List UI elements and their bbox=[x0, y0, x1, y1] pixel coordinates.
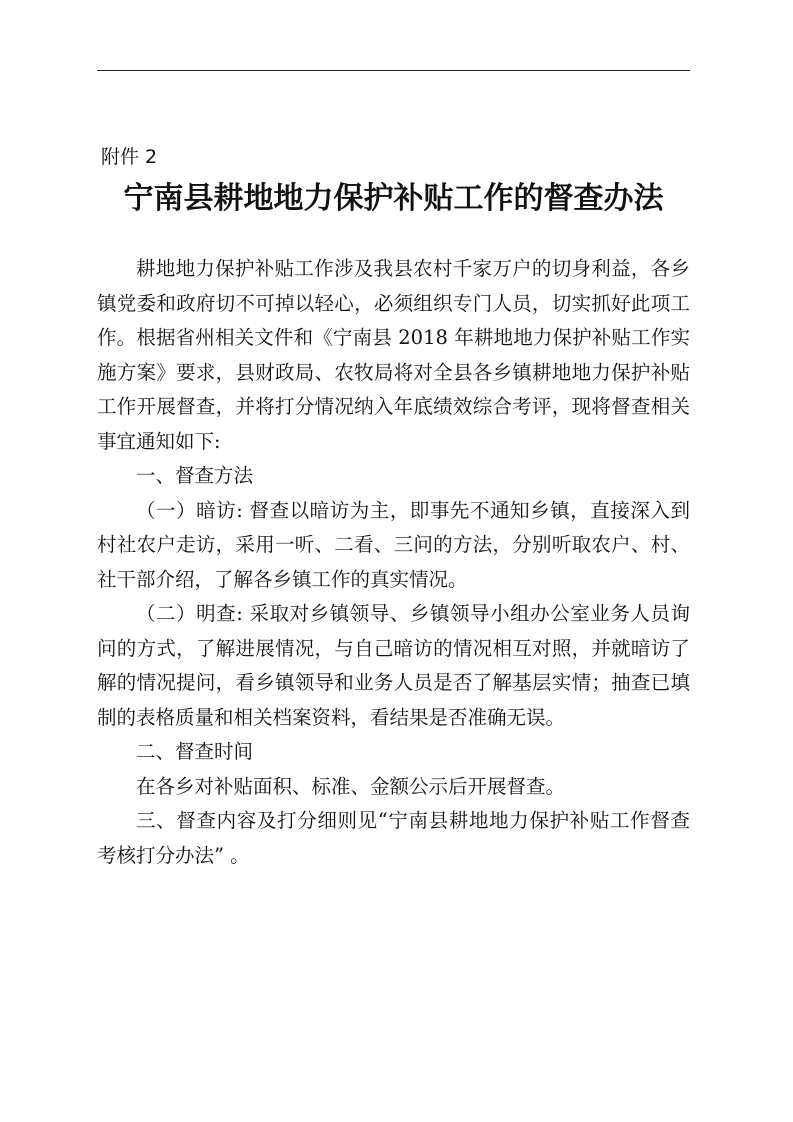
document-title: 宁南县耕地地力保护补贴工作的督查办法 bbox=[123, 181, 664, 216]
section-heading-time: 二、督查时间 bbox=[136, 740, 254, 763]
paragraph-content-scoring: 三、督查内容及打分细则见“宁南县耕地地力保护补贴工作督查考核打分办法” 。 bbox=[97, 809, 690, 867]
paragraph-open-inspection: （二）明查: 采取对乡镇领导、乡镇领导小组办公室业务人员询问的方式，了解进展情况，与自己暗访的情况相互对照，并就暗访了解的情况提问，看乡镇领导和业务人员是否了解基层实情；抽查已填制的表格质量和相关档案资料，看结果是否准确无误。 bbox=[97, 602, 690, 729]
header-rule bbox=[97, 70, 690, 71]
attachment-label: 附件 2 bbox=[101, 146, 158, 168]
document-body bbox=[97, 252, 690, 873]
section-heading-method: 一、督查方法 bbox=[136, 464, 254, 487]
paragraph-covert-visit: （一）暗访: 督查以暗访为主，即事先不通知乡镇，直接深入到村社农户走访，采用一听、二看、三问的方法，分别听取农户、村、社干部介绍，了解各乡镇工作的真实情况。 bbox=[97, 498, 690, 591]
paragraph-time: 在各乡对补贴面积、标准、金额公示后开展督查。 bbox=[136, 774, 566, 798]
paragraph-intro: 耕地地力保护补贴工作涉及我县农村千家万户的切身利益，各乡镇党委和政府切不可掉以轻心，必须组织专门人员，切实抓好此项工作。根据省州相关文件和《宁南县 2018 年耕地地力保护补贴工作实施方案》要求，县财政局、农牧局将对全县各乡镇耕地地力保护补贴工作开展督查，并将打分情况纳入年底绩效综合考评，现将督查相关事宜通知如下: bbox=[97, 257, 690, 453]
